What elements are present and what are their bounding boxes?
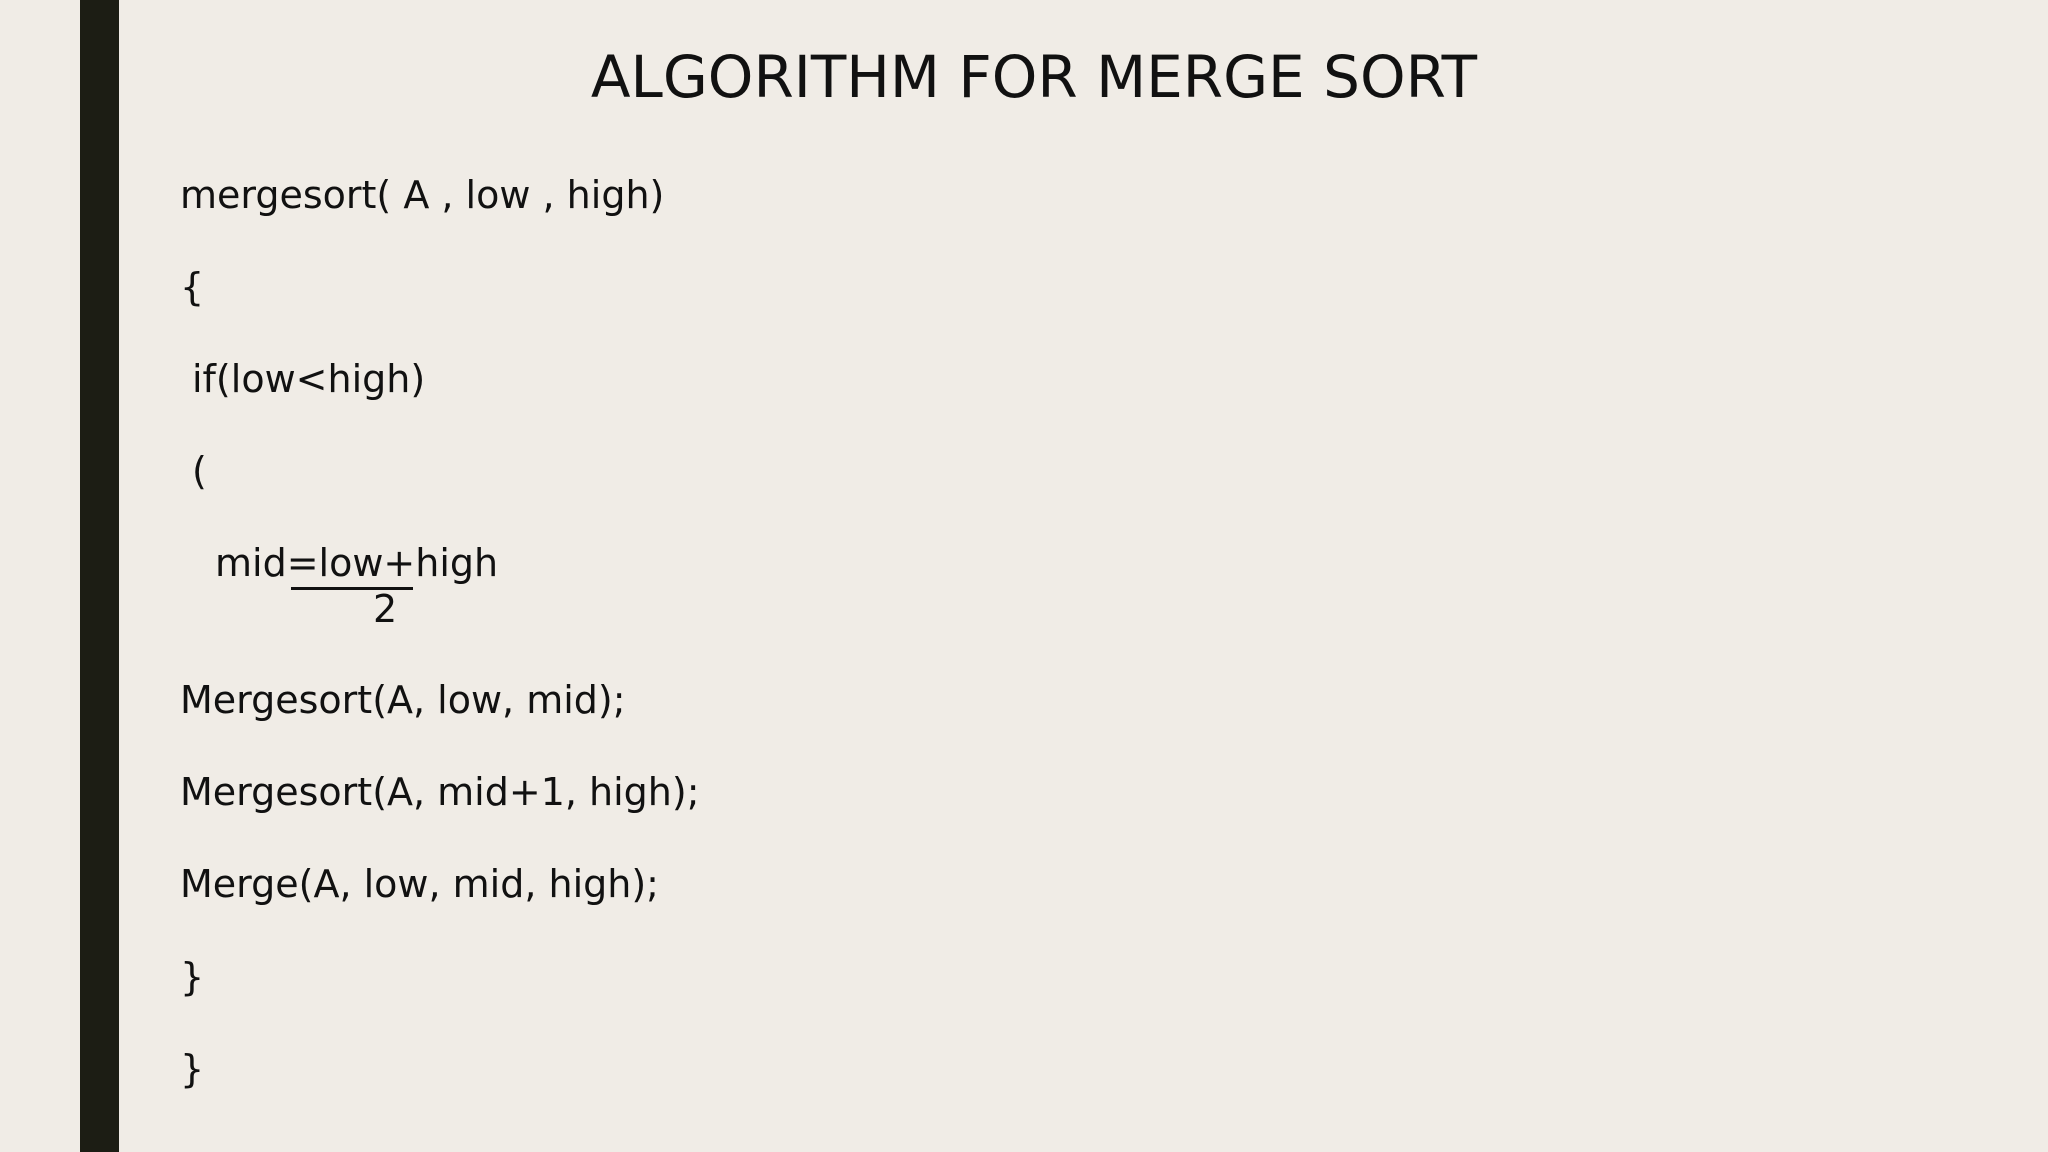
code-line-open-brace: { [180,265,205,309]
left-accent-bar [80,0,119,1152]
code-line-merge: Merge(A, low, mid, high); [180,862,659,906]
code-line-mergesort-right: Mergesort(A, mid+1, high); [180,770,700,814]
code-line-mid-numerator: mid=low+high [215,541,499,585]
code-line-mid-denominator: 2 [373,587,398,631]
slide-title: ALGORITHM FOR MERGE SORT [590,43,1478,111]
code-line-mergesort-left: Mergesort(A, low, mid); [180,678,626,722]
code-line-close-brace-inner: } [180,955,205,999]
code-line-open-paren: ( [192,449,207,493]
code-line-close-brace-outer: } [180,1047,205,1091]
code-line-signature: mergesort( A , low , high) [180,173,665,217]
code-line-if: if(low<high) [192,357,426,401]
